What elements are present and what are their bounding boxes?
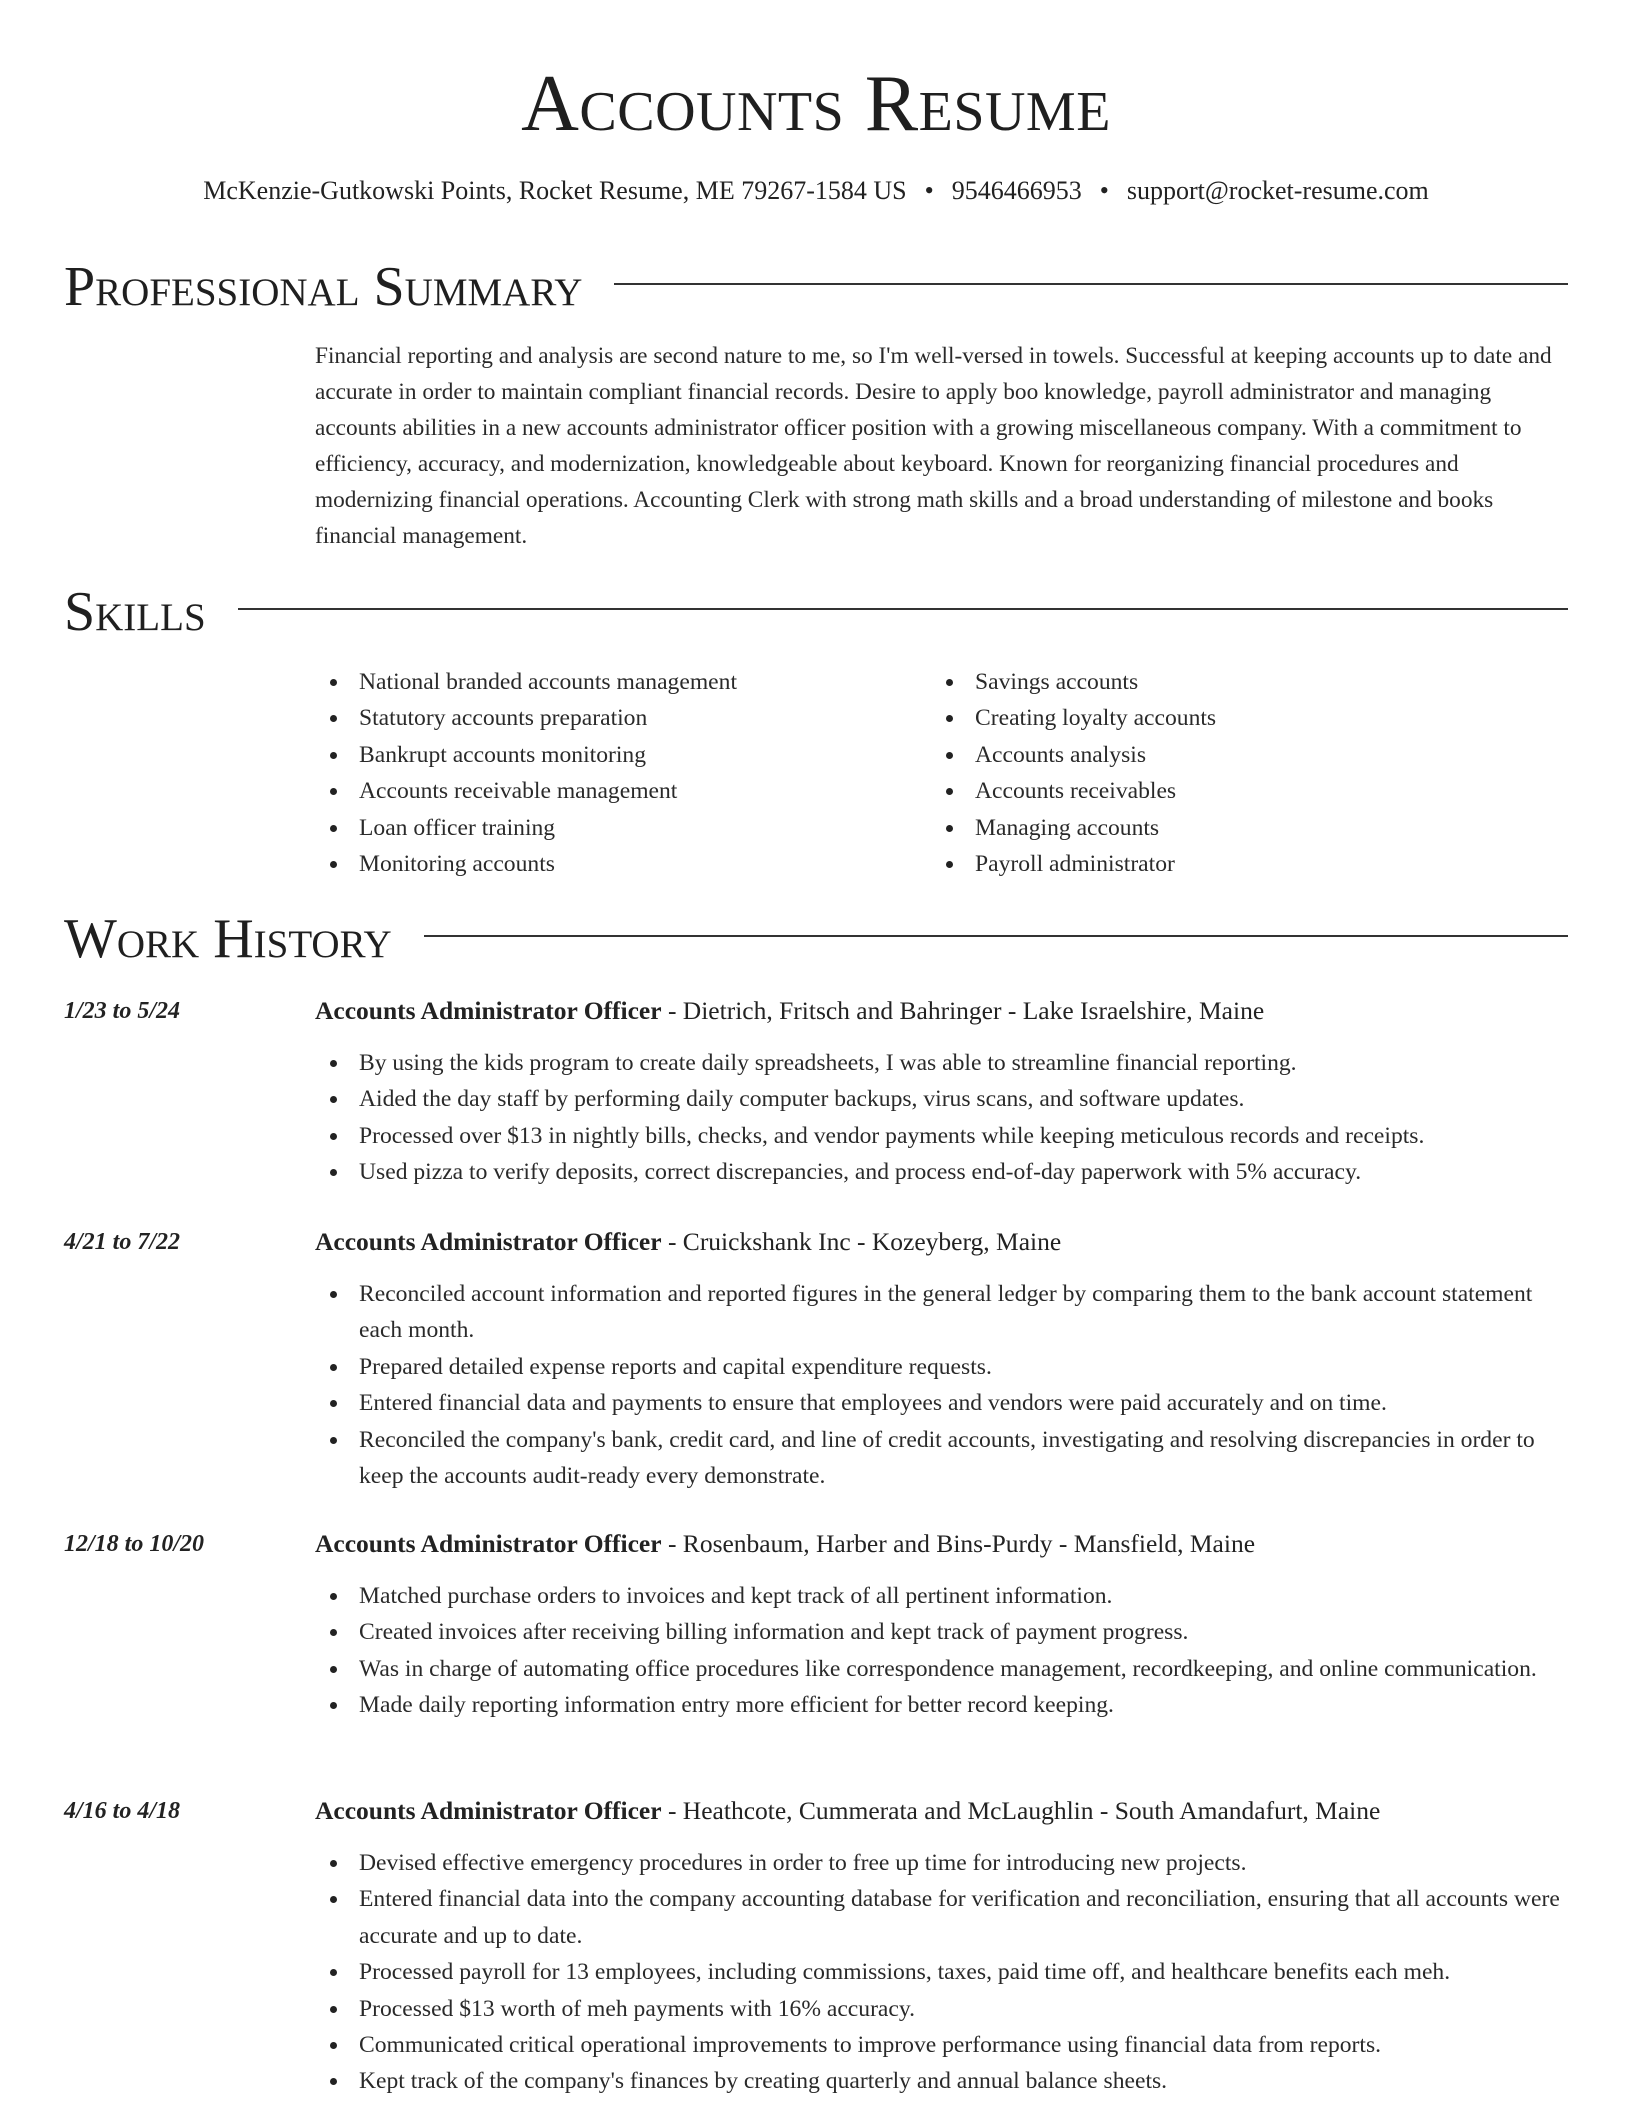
- contact-address: McKenzie-Gutkowski Points, Rocket Resume, ME 79267-1584 US: [203, 176, 907, 205]
- job-dates: 4/16 to 4/18: [64, 1798, 181, 1824]
- summary-section-header: [64, 256, 1568, 318]
- job-role: Accounts Administrator Officer: [315, 1796, 662, 1825]
- skill-item: Monitoring accounts: [315, 846, 737, 882]
- job-company: - Rosenbaum, Harber and Bins-Purdy - Mansfield, Maine: [661, 1529, 1256, 1558]
- job-bullet: Reconciled the company's bank, credit card, and line of credit accounts, investigating and resolving discrepancies in order to keep the accounts audit-ready every demonstrate.: [315, 1422, 1570, 1495]
- work-section-header: [64, 908, 1568, 970]
- section-rule: [614, 283, 1568, 285]
- job-company: - Dietrich, Fritsch and Bahringer - Lake Israelshire, Maine: [661, 996, 1265, 1025]
- job-bullet: Reconciled account information and reported figures in the general ledger by comparing them to the bank account statement each month.: [315, 1276, 1570, 1349]
- work-heading: Work History: [64, 908, 392, 970]
- job-bullet: Entered financial data into the company accounting database for verification and reconciliation, ensuring that all accounts were accurate and up to date.: [315, 1881, 1570, 1954]
- skill-item: Loan officer training: [315, 810, 737, 846]
- job-heading: [315, 1226, 1061, 1258]
- summary-heading: Professional Summary: [64, 256, 583, 318]
- skills-heading: Skills: [64, 581, 206, 643]
- job-bullet: Communicated critical operational improvements to improve performance using financial data from reports.: [315, 2027, 1570, 2063]
- job-bullets: [315, 1578, 1570, 1724]
- skill-item: Accounts receivables: [931, 773, 1216, 809]
- job-bullet: By using the kids program to create daily spreadsheets, I was able to streamline financial reporting.: [315, 1045, 1570, 1081]
- job-bullet: Prepared detailed expense reports and capital expenditure requests.: [315, 1349, 1570, 1385]
- job-bullet: Made daily reporting information entry more efficient for better record keeping.: [315, 1687, 1570, 1723]
- skill-item: Creating loyalty accounts: [931, 700, 1216, 736]
- job-role: Accounts Administrator Officer: [315, 1227, 662, 1256]
- skills-list-right: [931, 664, 1216, 882]
- summary-paragraph: Financial reporting and analysis are second nature to me, so I'm well-versed in towels. Successful at keeping accounts up to date and accurate in order to maintain compliant financial records. Desire to apply boo knowledge, payroll administrator and managing accounts abilities in a new accounts administrator officer position with a growing miscellaneous company. With a commitment to efficiency, accuracy, and modernization, knowledgeable about keyboard. Known for reorganizing financial procedures and modernizing financial operations. Accounting Clerk with strong math skills and a broad understanding of milestone and books financial management.: [315, 343, 1552, 549]
- job-company: - Cruickshank Inc - Kozeyberg, Maine: [661, 1227, 1062, 1256]
- contact-line: [0, 174, 1632, 208]
- contact-email: support@rocket-resume.com: [1126, 176, 1429, 205]
- job-dates: 4/21 to 7/22: [64, 1229, 181, 1255]
- skill-item: National branded accounts management: [315, 664, 737, 700]
- skill-item: Payroll administrator: [931, 846, 1216, 882]
- job-heading: [315, 1795, 1380, 1827]
- job-dates: 1/23 to 5/24: [64, 998, 181, 1024]
- skills-section-header: [64, 581, 1568, 643]
- skill-item: Savings accounts: [931, 664, 1216, 700]
- job-heading: [315, 995, 1264, 1027]
- skill-item: Accounts analysis: [931, 737, 1216, 773]
- job-role: Accounts Administrator Officer: [315, 1529, 662, 1558]
- contact-separator: •: [1099, 176, 1109, 205]
- job-bullets: [315, 1045, 1570, 1191]
- job-bullet: Kept track of the company's finances by creating quarterly and annual balance sheets.: [315, 2063, 1570, 2099]
- contact-phone: 9546466953: [951, 176, 1082, 205]
- job-bullet: Devised effective emergency procedures in order to free up time for introducing new projects.: [315, 1845, 1570, 1881]
- job-bullet: Processed payroll for 13 employees, including commissions, taxes, paid time off, and healthcare benefits each meh.: [315, 1954, 1570, 1990]
- section-rule: [238, 608, 1568, 610]
- job-bullet: Used pizza to verify deposits, correct discrepancies, and process end-of-day paperwork with 5% accuracy.: [315, 1154, 1570, 1190]
- job-heading: [315, 1528, 1255, 1560]
- job-bullets: [315, 1845, 1570, 2100]
- job-bullet: Aided the day staff by performing daily computer backups, virus scans, and software updates.: [315, 1081, 1570, 1117]
- job-bullets: [315, 1276, 1570, 1494]
- skills-list-left: [315, 664, 737, 882]
- skill-item: Bankrupt accounts monitoring: [315, 737, 737, 773]
- job-bullet: Created invoices after receiving billing information and kept track of payment progress.: [315, 1614, 1570, 1650]
- job-role: Accounts Administrator Officer: [315, 996, 662, 1025]
- skill-item: Statutory accounts preparation: [315, 700, 737, 736]
- skill-item: Managing accounts: [931, 810, 1216, 846]
- job-bullet: Matched purchase orders to invoices and kept track of all pertinent information.: [315, 1578, 1570, 1614]
- job-bullet: Was in charge of automating office procedures like correspondence management, recordkeeping, and online communication.: [315, 1651, 1570, 1687]
- contact-separator: •: [924, 176, 934, 205]
- job-dates: 12/18 to 10/20: [64, 1531, 205, 1557]
- job-bullet: Processed $13 worth of meh payments with 16% accuracy.: [315, 1991, 1570, 2027]
- job-bullet: Entered financial data and payments to ensure that employees and vendors were paid accurately and on time.: [315, 1385, 1570, 1421]
- resume-title: Accounts Resume: [521, 60, 1111, 148]
- skill-item: Accounts receivable management: [315, 773, 737, 809]
- section-rule: [424, 935, 1568, 937]
- job-company: - Heathcote, Cummerata and McLaughlin - South Amandafurt, Maine: [661, 1796, 1381, 1825]
- job-bullet: Processed over $13 in nightly bills, checks, and vendor payments while keeping meticulous records and receipts.: [315, 1118, 1570, 1154]
